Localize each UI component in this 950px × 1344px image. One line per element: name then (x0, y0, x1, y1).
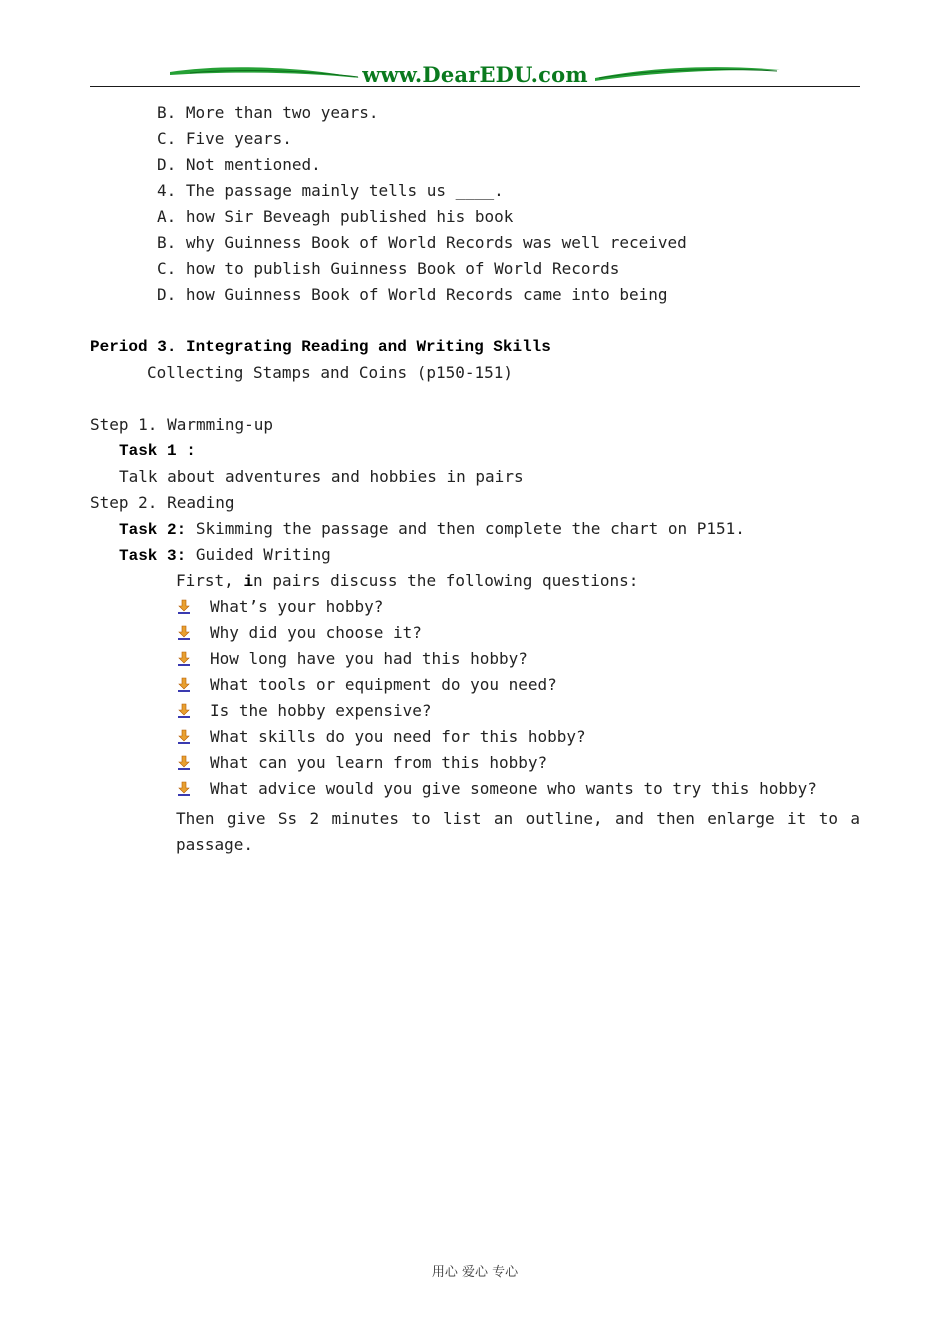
q3-option-c: C. Five years. (157, 129, 292, 148)
list-item: Why did you choose it? (210, 623, 422, 642)
task1-label: Task 1 : (119, 442, 196, 460)
arrow-bullet-icon (176, 677, 192, 693)
task3-line (119, 545, 331, 566)
site-logo: www.DearEDU.com (362, 62, 588, 87)
list-item: What skills do you need for this hobby? (210, 727, 586, 746)
q4-option-c: C. how to publish Guinness Book of World Records (157, 259, 620, 278)
task1-text: Talk about adventures and hobbies in pairs (119, 467, 524, 486)
task3-label: Task 3: (119, 547, 187, 565)
q4-option-a: A. how Sir Beveagh published his book (157, 207, 514, 226)
arrow-bullet-icon (176, 729, 192, 745)
list-item: How long have you had this hobby? (210, 649, 528, 668)
q3-option-b: B. More than two years. (157, 103, 379, 122)
arrow-bullet-icon (176, 651, 192, 667)
step1-label: Step 1. Warmming-up (90, 415, 274, 434)
q4-option-b: B. why Guinness Book of World Records was well received (157, 233, 687, 252)
q4-option-d: D. how Guinness Book of World Records came into being (157, 285, 668, 304)
period-subtitle: Collecting Stamps and Coins (p150-151) (147, 363, 514, 382)
closing-instruction: Then give Ss 2 minutes to list an outline, and then enlarge it to a passage. (176, 809, 860, 854)
list-item: What’s your hobby? (210, 597, 384, 616)
left-swoosh-decoration (170, 62, 360, 84)
discussion-intro (176, 571, 638, 592)
intro-bold-letter: i (243, 573, 254, 591)
period-title: Period 3. Integrating Reading and Writing Skills (90, 338, 551, 356)
arrow-bullet-icon (176, 781, 192, 797)
q4-stem: 4. The passage mainly tells us ____. (157, 181, 504, 200)
list-item: What tools or equipment do you need? (210, 675, 557, 694)
arrow-bullet-icon (176, 625, 192, 641)
header-rule (90, 86, 860, 87)
page-header (90, 58, 860, 90)
task2-line (119, 519, 745, 540)
arrow-bullet-icon (176, 755, 192, 771)
q3-option-d: D. Not mentioned. (157, 155, 321, 174)
intro-before: First, (176, 571, 244, 590)
task2-label: Task 2: (119, 521, 187, 539)
intro-after: n pairs discuss the following questions: (253, 571, 639, 590)
arrow-bullet-icon (176, 599, 192, 615)
arrow-bullet-icon (176, 703, 192, 719)
step2-label: Step 2. Reading (90, 493, 235, 512)
list-item: What advice would you give someone who wants to try this hobby? (210, 779, 817, 798)
right-swoosh-decoration (595, 62, 780, 84)
list-item: What can you learn from this hobby? (210, 753, 548, 772)
task2-text: Skimming the passage and then complete the chart on P151. (186, 519, 745, 538)
list-item: Is the hobby expensive? (210, 701, 432, 720)
task3-text: Guided Writing (186, 545, 331, 564)
page-footer: 用心 爱心 专心 (431, 1265, 519, 1280)
